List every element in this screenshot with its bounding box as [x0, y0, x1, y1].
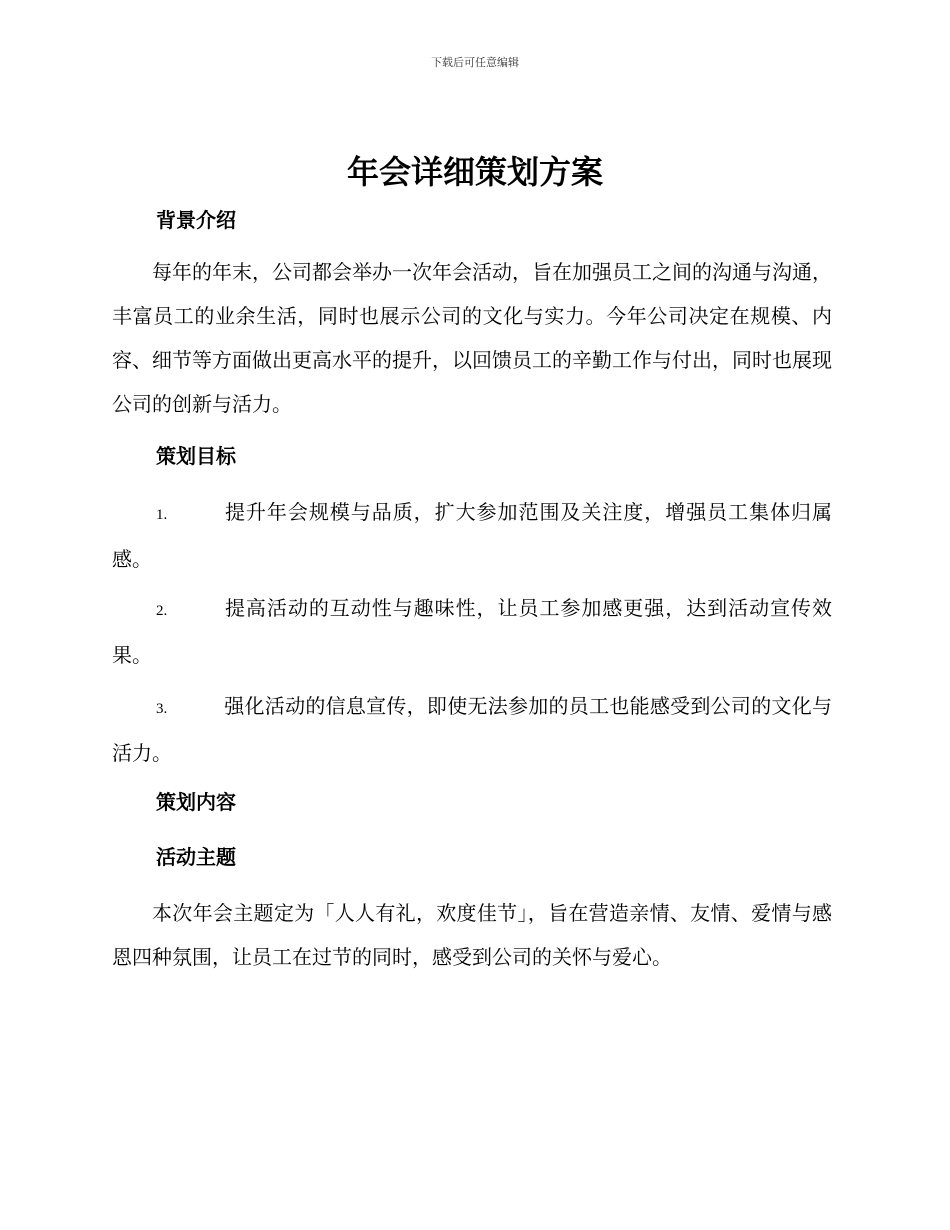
- goal-number: 2.: [156, 603, 168, 619]
- goal-number: 3.: [156, 701, 168, 717]
- background-paragraph: 每年的年末，公司都会举办一次年会活动，旨在加强员工之间的沟通与沟通，丰富员工的业余生活，同时也展示公司的文化与实力。今年公司决定在规模、内容、细节等方面做出更高水平的提升，以回馈员工的辛勤工作与付出，同时也展现公司的创新与活力。: [112, 260, 832, 416]
- section-heading-content: 策划内容: [156, 790, 236, 814]
- goal-number: 1.: [156, 507, 168, 523]
- section-heading-theme: 活动主题: [156, 845, 236, 869]
- theme-paragraph: 本次年会主题定为「人人有礼，欢度佳节」，旨在营造亲情、友情、爱情与感恩四种氛围，让员工在过节的同时，感受到公司的关怀与爱心。: [112, 901, 832, 969]
- goal-list-item: [112, 490, 832, 581]
- goal-text: 提高活动的互动性与趣味性，让员工参加感更强，达到活动宣传效果。: [112, 596, 832, 667]
- goal-text: 强化活动的信息宣传，即使无法参加的员工也能感受到公司的文化与活力。: [112, 694, 832, 765]
- section-heading-background: 背景介绍: [156, 208, 236, 232]
- goal-text: 提升年会规模与品质，扩大参加范围及关注度，增强员工集体归属感。: [112, 500, 832, 571]
- goal-list-item: [112, 684, 832, 775]
- goal-list-item: [112, 586, 832, 677]
- document-title: 年会详细策划方案: [346, 153, 603, 191]
- page-header-note: 下载后可任意编辑: [431, 56, 519, 69]
- section-heading-goals: 策划目标: [156, 444, 236, 468]
